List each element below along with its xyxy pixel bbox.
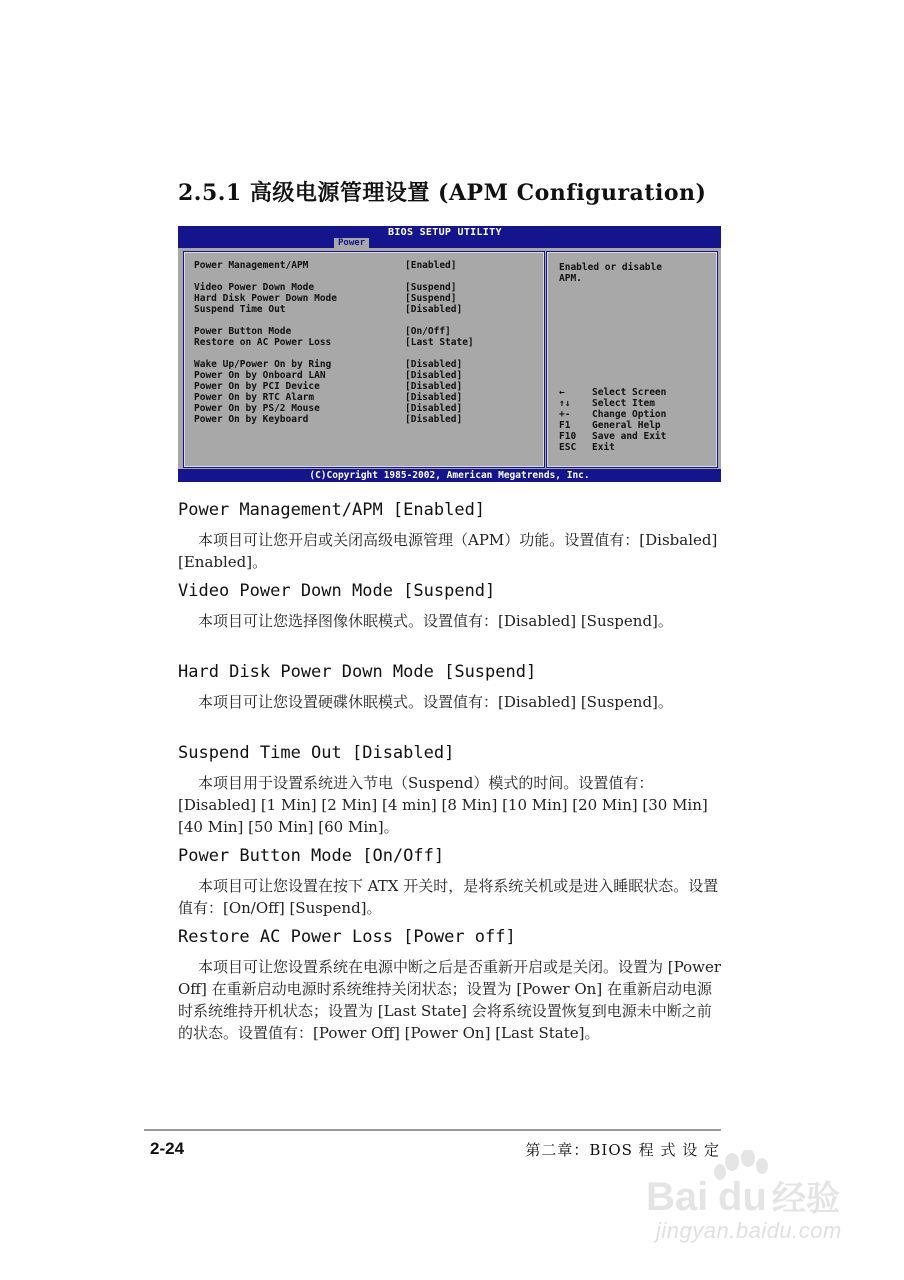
bios-key-label: F10 [559, 431, 577, 442]
baidu-paw-logo-icon [640, 1150, 870, 1220]
bios-setting-label: Wake Up/Power On by Ring [194, 359, 332, 370]
bios-setting-row [194, 370, 463, 381]
chapter-title: 第二章：BIOS 程 式 设 定 [525, 1141, 720, 1159]
bios-setting-value: [Disabled] [405, 370, 463, 381]
bios-setting-value: [On/Off] [405, 326, 451, 337]
item-heading-restore: Restore AC Power Loss [Power off] [178, 927, 516, 947]
footer-divider [144, 1129, 721, 1131]
item-heading-video: Video Power Down Mode [Suspend] [178, 581, 496, 601]
bios-setting-label: Power On by RTC Alarm [194, 392, 315, 403]
bios-help-line: APM. [559, 273, 582, 284]
page-number: 2-24 [150, 1139, 185, 1158]
bios-help-text [559, 262, 662, 284]
bios-tab-power: Power [334, 238, 369, 248]
item-description-power-button: 本项目可让您设置在按下 ATX 开关时，是将系统关机或是进入睡眠状态。设置值有：[On/Off] [Suspend]。 [178, 877, 719, 917]
item-description-apm: 本项目可让您开启或关闭高级电源管理（APM）功能。设置值有：[Disbaled] [Enabled]。 [178, 531, 718, 571]
bios-setting-value: [Disabled] [405, 381, 463, 392]
bios-setting-row [194, 337, 474, 348]
bios-key-desc: Select Screen [592, 387, 667, 398]
bios-screenshot [178, 226, 721, 482]
svg-text:经验: 经验 [772, 1179, 840, 1219]
bios-setting-row [194, 260, 457, 271]
bios-setting-label: Power On by PS/2 Mouse [194, 403, 320, 414]
bios-settings-panel [183, 251, 545, 468]
bios-setting-row [194, 282, 457, 293]
bios-setting-label: Power On by PCI Device [194, 381, 320, 392]
bios-key-row [559, 387, 667, 398]
bios-key-label: F1 [559, 420, 571, 431]
bios-setting-label: Power On by Keyboard [194, 414, 309, 425]
svg-text:du: du [718, 1175, 767, 1219]
bios-setting-label: Video Power Down Mode [194, 282, 315, 293]
bios-help-line: Enabled or disable [559, 262, 662, 273]
bios-setting-label: Power Management/APM [194, 260, 309, 271]
bios-key-row [559, 442, 615, 453]
bios-key-label: +- [559, 409, 571, 420]
item-description-video: 本项目可让您选择图像休眠模式。设置值有：[Disabled] [Suspend]。 [198, 612, 673, 630]
bios-key-row [559, 409, 667, 420]
bios-setting-label: Suspend Time Out [194, 304, 286, 315]
bios-setting-value: [Disabled] [405, 359, 463, 370]
bios-setting-label: Restore on AC Power Loss [194, 337, 332, 348]
bios-setting-row [194, 293, 457, 304]
bios-help-panel [546, 251, 718, 468]
bios-setting-value: [Disabled] [405, 403, 463, 414]
bios-setting-value: [Disabled] [405, 392, 463, 403]
item-heading-power-button: Power Button Mode [On/Off] [178, 846, 445, 866]
bios-setting-row [194, 414, 463, 425]
item-heading-suspend: Suspend Time Out [Disabled] [178, 743, 455, 763]
up-down-arrow-icon: ↑↓ [559, 398, 571, 409]
bios-key-desc: Select Item [592, 398, 655, 409]
bios-key-desc: Exit [592, 442, 615, 453]
bios-header [178, 226, 721, 248]
baidu-watermark [640, 1150, 870, 1255]
item-description-restore: 本项目可让您设置系统在电源中断之后是否重新开启或是关闭。设置为 [Power Off] 在重新启动电源时系统维持关闭状态；设置为 [Power On] 在重新启动电源时系统维持开机状态；设置为 [Last State] 会将系统设置恢复到电源未中断之前的状态。设置值有：[Power Off] [Power On] [Last State]。 [178, 958, 722, 1042]
bios-setting-value: [Disabled] [405, 414, 463, 425]
bios-key-desc: General Help [592, 420, 661, 431]
bios-key-label: ESC [559, 442, 577, 453]
bios-setting-value: [Suspend] [405, 282, 457, 293]
bios-setting-label: Power Button Mode [194, 326, 292, 337]
bios-setting-value: [Enabled] [405, 260, 457, 271]
bios-setting-row [194, 326, 451, 337]
item-heading-harddisk: Hard Disk Power Down Mode [Suspend] [178, 662, 537, 682]
item-description-suspend: 本项目用于设置系统进入节电（Suspend）模式的时间。设置值有：[Disabled] [1 Min] [2 Min] [4 min] [8 Min] [10 Min] [20 Min] [30 Min] [40 Min] [50 Min] [60 Min]。 [178, 774, 708, 836]
section-title: 2.5.1 高级电源管理设置 (APM Configuration) [178, 180, 707, 206]
bios-key-row [559, 431, 667, 442]
bios-setting-value: [Last State] [405, 337, 474, 348]
bios-setting-row [194, 359, 463, 370]
bios-setting-value: [Disabled] [405, 304, 463, 315]
bios-key-row [559, 420, 661, 431]
bios-setting-value: [Suspend] [405, 293, 457, 304]
svg-text:Bai: Bai [646, 1175, 709, 1219]
bios-key-desc: Save and Exit [592, 431, 667, 442]
bios-setting-row [194, 392, 463, 403]
bios-setting-label: Hard Disk Power Down Mode [194, 293, 337, 304]
bios-title: BIOS SETUP UTILITY [388, 227, 502, 238]
bios-copyright: (C)Copyright 1985-2002, American Megatrends, Inc. [178, 469, 721, 482]
watermark-url: jingyan.baidu.com [656, 1218, 842, 1243]
bios-key-row [559, 398, 655, 409]
bios-setting-label: Power On by Onboard LAN [194, 370, 326, 381]
bios-setting-row [194, 381, 463, 392]
bios-key-desc: Change Option [592, 409, 667, 420]
bios-setting-row [194, 304, 463, 315]
bios-setting-row [194, 403, 463, 414]
left-arrow-icon: ← [559, 387, 565, 398]
item-description-harddisk: 本项目可让您设置硬碟休眠模式。设置值有：[Disabled] [Suspend]。 [198, 693, 673, 711]
item-heading-apm: Power Management/APM [Enabled] [178, 500, 486, 520]
